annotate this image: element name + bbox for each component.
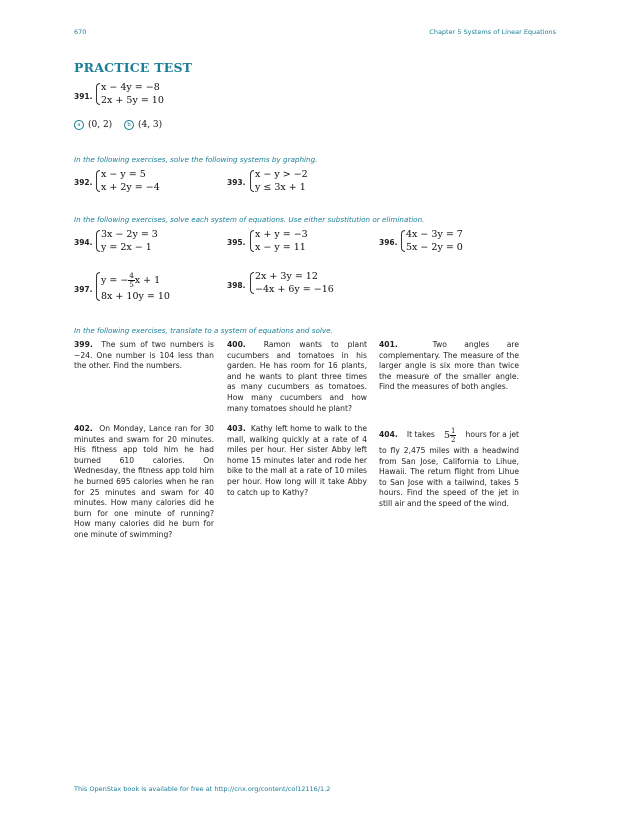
footer-note: This OpenStax book is available for free at http://cnx.org/content/col12116/1.2 — [74, 785, 331, 793]
problem-393-number: 393. — [227, 178, 246, 187]
instruction-graphing: In the following exercises, solve the following systems by graphing. — [74, 155, 318, 164]
equation: x + 2y = −4 — [101, 182, 160, 193]
problem-after: hours for a jet — [465, 429, 519, 439]
problem-400 — [227, 340, 367, 414]
problem-392-system — [96, 168, 160, 194]
equation: x − y = 11 — [255, 242, 306, 253]
option-a-marker: a — [74, 120, 84, 130]
mixed-number-whole: 5 — [443, 429, 450, 441]
problem-number: 400. — [227, 340, 246, 349]
equation: x − 4y = −8 — [101, 82, 160, 93]
problem-394-number: 394. — [74, 238, 93, 247]
problem-number: 404. — [379, 429, 398, 439]
problem-399 — [74, 340, 214, 372]
problem-number: 403. — [227, 424, 246, 433]
problem-395-system — [250, 228, 308, 254]
equation: −4x + 6y = −16 — [255, 284, 334, 295]
equation: y = 2x − 1 — [101, 242, 152, 253]
problem-391-options — [74, 119, 162, 132]
problem-text: The sum of two numbers is −24. One number is 104 less than the other. Find the numbers. — [74, 340, 214, 371]
equation: 3x − 2y = 3 — [101, 229, 158, 240]
problem-403 — [227, 424, 367, 498]
problem-text: Ramon wants to plant cucumbers and tomatoes in his garden. He has room for 16 plants, and he wants to plant three times as many cucumbers as tomatoes. How many cucumbers and how many tomatoes should he plant? — [227, 340, 368, 413]
instruction-translate: In the following exercises, translate to a system of equations and solve. — [74, 326, 333, 335]
problem-number: 399. — [74, 340, 93, 349]
page-number: 670 — [74, 28, 87, 36]
problem-396-system — [401, 228, 463, 254]
problem-404-first-line — [379, 424, 519, 446]
equation: x − y = 5 — [101, 169, 146, 180]
problem-397-number: 397. — [74, 285, 93, 294]
problem-text: to fly 2,475 miles with a headwind from San Jose, California to Lihue, Hawaii. The return flight from Lihue to San Jose with a tailwind, takes 5 hours. Find the speed of the jet in still air and the speed of the wind. — [379, 446, 519, 508]
problem-text: Two angles are complementary. The measure of the larger angle is six more than twice the measure of the smaller angle. Find the measures of both angles. — [379, 340, 520, 392]
equation: 2x + 3y = 12 — [255, 271, 318, 282]
page-title: PRACTICE TEST — [74, 60, 193, 75]
mixed-number — [444, 427, 457, 444]
problem-text: Kathy left home to walk to the mall, walking quickly at a rate of 4 miles per hour. Her sister Abby left home 15 minutes later and rode her bike to the mall at a rate of 10 miles per hour. How long will it take Abby to catch up to Kathy? — [227, 424, 367, 497]
equation: x + y = −3 — [255, 229, 308, 240]
equation: 4x − 3y = 7 — [406, 229, 463, 240]
problem-393-system — [250, 168, 308, 194]
problem-396-number: 396. — [379, 238, 398, 247]
instruction-substitution: In the following exercises, solve each system of equations. Use either substitution or elimination. — [74, 215, 425, 224]
problem-number: 401. — [379, 340, 398, 349]
problem-392-number: 392. — [74, 178, 93, 187]
equation-rhs: x + 1 — [134, 274, 161, 286]
equation: y ≤ 3x + 1 — [255, 182, 306, 193]
chapter-title: Chapter 5 Systems of Linear Equations — [429, 28, 556, 36]
problem-lead: It takes — [406, 429, 435, 439]
problem-391-system — [96, 81, 164, 107]
fraction-numerator: 4 — [129, 271, 134, 280]
problem-397-system — [96, 270, 170, 303]
problem-number: 402. — [74, 424, 93, 433]
equation: 8x + 10y = 10 — [101, 291, 170, 302]
option-b: (4, 3) — [137, 120, 163, 130]
problem-394-system — [96, 228, 158, 254]
problem-401 — [379, 340, 519, 393]
equation — [101, 270, 170, 290]
problem-402 — [74, 424, 214, 541]
fraction-numerator: 1 — [450, 426, 456, 435]
problem-395-number: 395. — [227, 238, 246, 247]
option-a: (0, 2) — [88, 120, 113, 130]
problem-text: On Monday, Lance ran for 30 minutes and swam for 20 minutes. His fitness app told him he had burned 610 calories. On Wednesday, the fitness app told him he burned 695 calories when he ran for 25 minutes and swam for 40 minutes. How many calories did he burn for one minute of running? How many calories did he burn for one minute of swimming? — [74, 424, 214, 539]
option-b-marker: b — [124, 120, 134, 130]
fraction-denominator: 2 — [450, 435, 456, 444]
equation: x − y > −2 — [255, 169, 308, 180]
problem-398-system — [250, 270, 334, 296]
problem-391-number: 391. — [74, 92, 93, 101]
problem-398-number: 398. — [227, 281, 246, 290]
fraction-denominator: 5 — [129, 280, 134, 289]
problem-404 — [379, 424, 519, 510]
equation-lhs: y = − — [101, 274, 129, 286]
fraction — [450, 427, 456, 444]
equation: 2x + 5y = 10 — [101, 95, 164, 106]
equation: 5x − 2y = 0 — [406, 242, 463, 253]
